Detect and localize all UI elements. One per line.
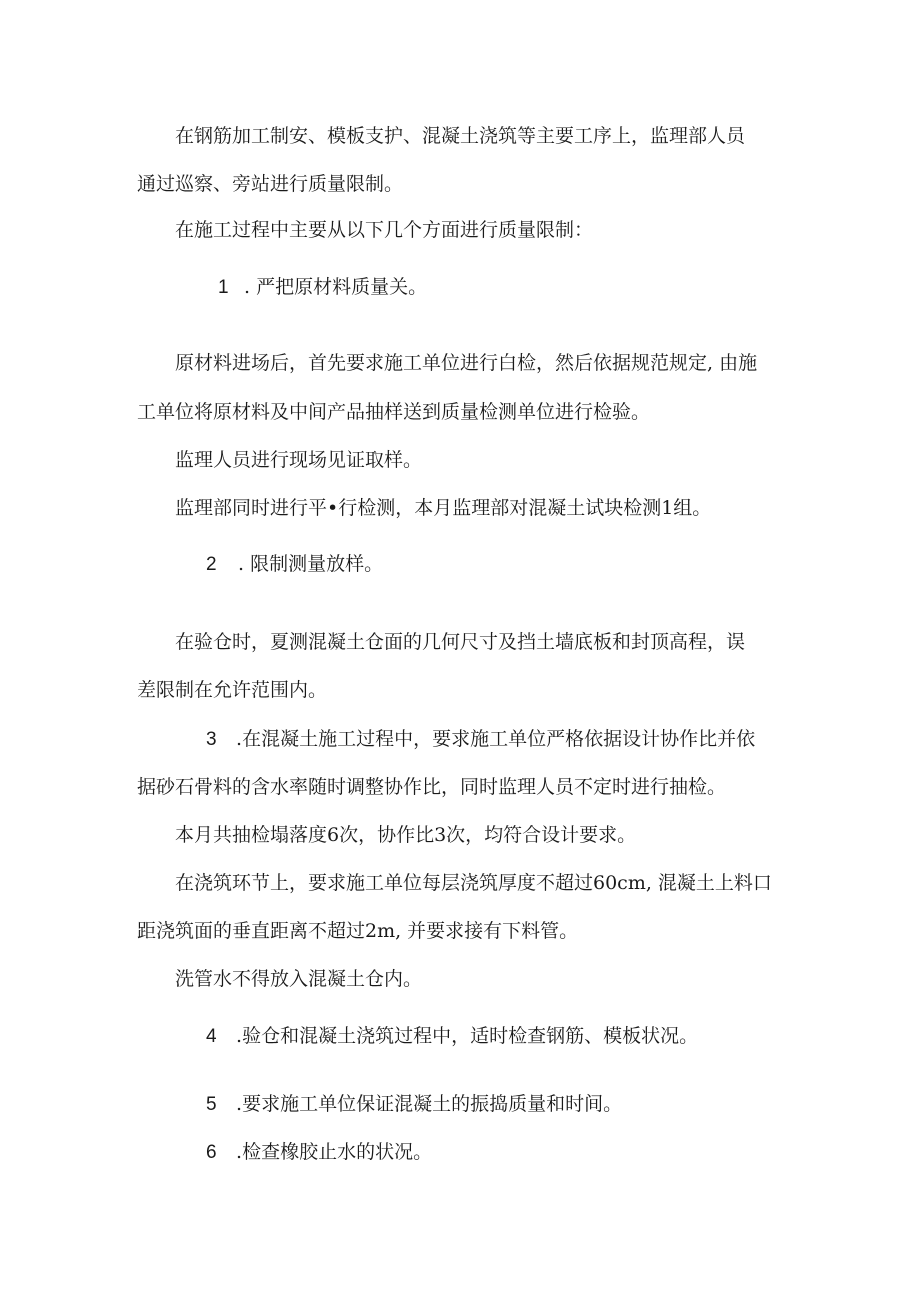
paragraph-6-line-1: 在验仓时，夏测混凝土仓面的几何尺寸及挡土墙底板和封顶高程，误 bbox=[175, 631, 746, 653]
paragraph-5: 监理部同时进行平•行检测，本月监理部对混凝土试块检测1组。 bbox=[175, 497, 712, 519]
list-item-2-text: . 限制测量放样。 bbox=[232, 553, 384, 575]
paragraph-8-line-1: 在浇筑环节上，要求施工单位每层浇筑厚度不超过60cm, 混凝土上料口 bbox=[175, 872, 772, 894]
paragraph-9: 洗管水不得放入混凝土仓内。 bbox=[175, 968, 423, 990]
paragraph-7: 本月共抽检塌落度6次，协作比3次，均符合设计要求。 bbox=[175, 824, 637, 846]
list-item-5 bbox=[206, 1092, 622, 1117]
list-item-3 bbox=[206, 727, 755, 752]
paragraph-2: 在施工过程中主要从以下几个方面进行质量限制： bbox=[175, 219, 594, 241]
list-item-4-text: .验仓和混凝土浇筑过程中，适时检查钢筋、模板状况。 bbox=[230, 1025, 699, 1047]
paragraph-8-line-2: 距浇筑面的垂直距离不超过2m, 并要求接有下料管。 bbox=[137, 920, 579, 942]
list-item-4-number: 4 bbox=[206, 1026, 217, 1047]
list-item-2-number: 2 bbox=[206, 554, 217, 575]
list-item-6-text: .检查橡胶止水的状况。 bbox=[230, 1141, 433, 1163]
list-item-1-number: 1 bbox=[218, 277, 229, 298]
list-item-1-text: . 严把原材料质量关。 bbox=[238, 276, 428, 298]
list-item-1 bbox=[218, 275, 427, 300]
paragraph-1-line-1: 在钢筋加工制安、模板支护、混凝土浇筑等主要工序上，监理部人员 bbox=[175, 125, 746, 147]
paragraph-6-line-2: 差限制在允许范围内。 bbox=[137, 679, 328, 701]
paragraph-1-line-2: 通过巡察、旁站进行质量限制。 bbox=[137, 173, 404, 195]
paragraph-3-line-1: 原材料进场后，首先要求施工单位进行白检，然后依据规范规定, 由施 bbox=[175, 352, 758, 374]
list-item-2 bbox=[206, 552, 383, 577]
list-item-3-number: 3 bbox=[206, 729, 217, 750]
list-item-6 bbox=[206, 1140, 432, 1165]
list-item-3-line-2: 据砂石骨料的含水率随时调整协作比，同时监理人员不定时进行抽检。 bbox=[137, 776, 727, 798]
paragraph-4: 监理人员进行现场见证取样。 bbox=[175, 449, 423, 471]
list-item-5-text: .要求施工单位保证混凝土的振捣质量和时间。 bbox=[230, 1093, 623, 1115]
list-item-3-text: .在混凝土施工过程中，要求施工单位严格依据设计协作比并依 bbox=[230, 728, 756, 750]
list-item-4 bbox=[206, 1024, 698, 1049]
list-item-6-number: 6 bbox=[206, 1142, 217, 1163]
list-item-5-number: 5 bbox=[206, 1094, 217, 1115]
paragraph-3-line-2: 工单位将原材料及中间产品抽样送到质量检测单位进行检验。 bbox=[137, 401, 651, 423]
